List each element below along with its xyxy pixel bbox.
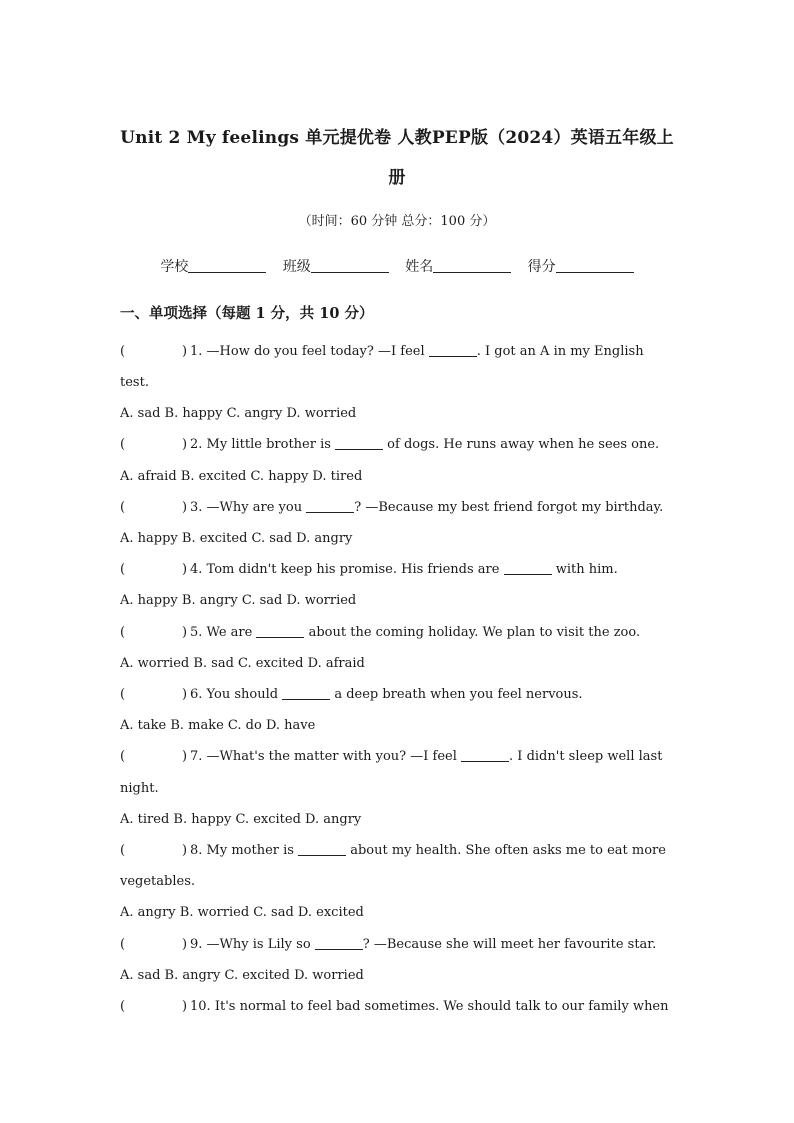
question-continuation: vegetables. — [120, 874, 196, 889]
paren-open: ( — [120, 500, 126, 515]
fill-in-blank[interactable] — [461, 749, 509, 762]
question-text-before-blank: You should — [206, 687, 283, 702]
fill-in-blank[interactable] — [429, 344, 477, 357]
paren-open: ( — [120, 937, 126, 952]
name-field[interactable] — [405, 256, 511, 276]
question-number: 4. — [190, 562, 203, 577]
question-text-before-blank: —What's the matter with you? —I feel — [206, 749, 462, 764]
answer-parentheses[interactable] — [120, 687, 190, 703]
paren-close: ) — [182, 999, 188, 1014]
paren-close: ) — [182, 562, 188, 577]
fill-in-blank[interactable] — [504, 562, 552, 575]
exam-title-line1: Unit 2 My feelings 单元提优卷 人教PEP版（2024）英语五年级上 — [120, 128, 674, 148]
fill-in-blank[interactable] — [306, 500, 354, 513]
paren-close: ) — [182, 437, 188, 452]
name-blank[interactable] — [433, 258, 511, 273]
question-text-before-blank: My little brother is — [206, 437, 336, 452]
question-text-after-blank: of dogs. He runs away when he sees one. — [383, 437, 660, 452]
question-number: 5. — [190, 625, 203, 640]
question-text-before-blank: Tom didn't keep his promise. His friends are — [206, 562, 504, 577]
question-stem — [120, 344, 680, 360]
school-field[interactable] — [160, 256, 266, 276]
question-number: 6. — [190, 687, 203, 702]
answer-parentheses[interactable] — [120, 999, 190, 1015]
answer-parentheses[interactable] — [120, 344, 190, 360]
paren-open: ( — [120, 625, 126, 640]
question-number: 8. — [190, 843, 203, 858]
fill-in-blank[interactable] — [298, 843, 346, 856]
answer-options: A. worried B. sad C. excited D. afraid — [120, 656, 365, 671]
paren-open: ( — [120, 437, 126, 452]
paren-close: ) — [182, 500, 188, 515]
question-stem — [120, 687, 680, 703]
fill-in-blank[interactable] — [256, 625, 304, 638]
paren-close: ) — [182, 749, 188, 764]
answer-options: A. angry B. worried C. sad D. excited — [120, 905, 364, 920]
answer-parentheses[interactable] — [120, 562, 190, 578]
answer-parentheses[interactable] — [120, 843, 190, 859]
question-stem — [120, 437, 680, 453]
paren-open: ( — [120, 562, 126, 577]
question-text-after-blank: about the coming holiday. We plan to visit the zoo. — [304, 625, 641, 640]
answer-options: A. afraid B. excited C. happy D. tired — [120, 469, 363, 484]
answer-parentheses[interactable] — [120, 625, 190, 641]
school-blank[interactable] — [188, 258, 266, 273]
fill-in-blank[interactable] — [315, 937, 363, 950]
question-stem — [120, 625, 680, 641]
answer-options: A. tired B. happy C. excited D. angry — [120, 812, 362, 827]
answer-options: A. take B. make C. do D. have — [120, 718, 316, 733]
question-text-before-blank: —Why is Lily so — [206, 937, 315, 952]
name-label: 姓名 — [405, 259, 434, 275]
question-text-after-blank: a deep breath when you feel nervous. — [330, 687, 583, 702]
question-stem — [120, 749, 680, 765]
exam-time-score: （时间：60 分钟 总分：100 分） — [298, 214, 496, 229]
question-continuation: test. — [120, 375, 149, 390]
question-stem — [120, 937, 680, 953]
question-stem — [120, 500, 680, 516]
question-stem — [120, 843, 680, 859]
question-number: 9. — [190, 937, 203, 952]
question-text-before-blank: We are — [206, 625, 257, 640]
question-number: 2. — [190, 437, 203, 452]
paren-open: ( — [120, 687, 126, 702]
question-continuation: night. — [120, 781, 159, 796]
paren-open: ( — [120, 843, 126, 858]
question-text-after-blank: ? —Because she will meet her favourite star. — [362, 937, 657, 952]
student-info-row — [0, 256, 794, 276]
question-text-before-blank: —How do you feel today? —I feel — [206, 344, 429, 359]
answer-parentheses[interactable] — [120, 937, 190, 953]
paren-open: ( — [120, 749, 126, 764]
question-text-after-blank: with him. — [551, 562, 618, 577]
fill-in-blank[interactable] — [335, 437, 383, 450]
question-number: 7. — [190, 749, 203, 764]
question-number: 1. — [190, 344, 203, 359]
exam-title-line2: 册 — [388, 168, 406, 188]
question-stem — [120, 562, 680, 578]
question-text-after-blank: ? —Because my best friend forgot my birthday. — [354, 500, 664, 515]
answer-parentheses[interactable] — [120, 749, 190, 765]
paren-close: ) — [182, 937, 188, 952]
answer-options: A. happy B. excited C. sad D. angry — [120, 531, 353, 546]
class-label: 班级 — [282, 259, 311, 275]
question-stem — [120, 999, 680, 1015]
school-label: 学校 — [160, 259, 189, 275]
class-field[interactable] — [283, 256, 389, 276]
question-text-before-blank: It's normal to feel bad sometimes. We should talk to our family when — [214, 999, 669, 1014]
section-heading: 一、单项选择（每题 1 分，共 10 分） — [120, 305, 374, 322]
question-text-after-blank: about my health. She often asks me to eat more — [346, 843, 666, 858]
question-text-after-blank: . I got an A in my English — [476, 344, 644, 359]
answer-options: A. sad B. happy C. angry D. worried — [120, 406, 357, 421]
answer-parentheses[interactable] — [120, 437, 190, 453]
paren-close: ) — [182, 843, 188, 858]
score-blank[interactable] — [556, 258, 634, 273]
answer-parentheses[interactable] — [120, 500, 190, 516]
paren-open: ( — [120, 344, 126, 359]
paren-close: ) — [182, 344, 188, 359]
paren-open: ( — [120, 999, 126, 1014]
question-number: 3. — [190, 500, 203, 515]
question-text-before-blank: My mother is — [206, 843, 299, 858]
paren-close: ) — [182, 687, 188, 702]
question-text-after-blank: . I didn't sleep well last — [509, 749, 663, 764]
class-blank[interactable] — [311, 258, 389, 273]
score-field[interactable] — [528, 256, 634, 276]
answer-options: A. sad B. angry C. excited D. worried — [120, 968, 364, 983]
answer-options: A. happy B. angry C. sad D. worried — [120, 593, 357, 608]
question-number: 10. — [190, 999, 211, 1014]
score-label: 得分 — [527, 259, 556, 275]
question-text-before-blank: —Why are you — [206, 500, 307, 515]
paren-close: ) — [182, 625, 188, 640]
fill-in-blank[interactable] — [282, 687, 330, 700]
